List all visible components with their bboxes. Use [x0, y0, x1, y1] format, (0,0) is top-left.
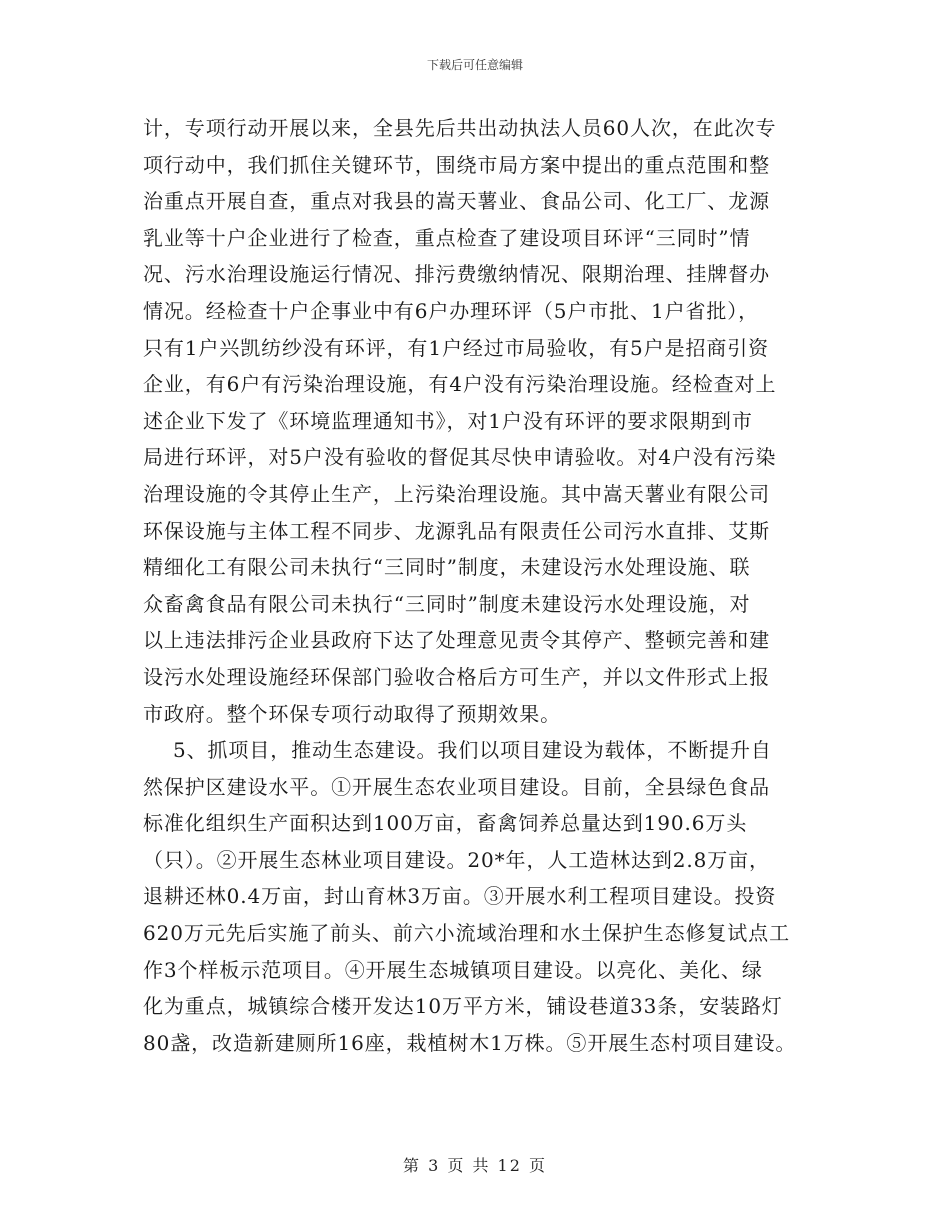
text-line: 企业，有6户有污染治理设施，有4户没有污染治理设施。经检查对上	[143, 372, 777, 397]
paragraph-start-line: 5、抓项目，推动生态建设。我们以项目建设为载体，不断提升自	[173, 738, 772, 763]
text-line: 众畜禽食品有限公司未执行“三同时”制度未建设污水处理设施，对	[143, 591, 751, 616]
text-line: 环保设施与主体工程不同步、龙源乳品有限责任公司污水直排、艾斯	[143, 518, 770, 543]
text-line: 以上违法排污企业县政府下达了处理意见责令其停产、整顿完善和建	[143, 628, 770, 653]
text-line: 80盏，改造新建厕所16座，栽植树木1万株。⑤开展生态村项目建设。	[143, 1030, 797, 1055]
text-line: 退耕还林0.4万亩，封山育林3万亩。③开展水利工程项目建设。投资	[143, 884, 777, 909]
page-number-footer: 第 3 页 共 12 页	[403, 1156, 547, 1175]
text-line: 治重点开展自查，重点对我县的嵩天薯业、食品公司、化工厂、龙源	[143, 189, 770, 214]
text-line: 然保护区建设水平。①开展生态农业项目建设。目前，全县绿色食品	[143, 774, 770, 799]
text-line: 情况。经检查十户企事业中有6户办理环评（5户市批、1户省批），	[143, 298, 760, 323]
text-line: 述企业下发了《环境监理通知书》，对1户没有环评的要求限期到市	[143, 408, 753, 433]
text-line: 况、污水治理设施运行情况、排污费缴纳情况、限期治理、挂牌督办	[143, 262, 770, 287]
text-line: 设污水处理设施经环保部门验收合格后方可生产，并以文件形式上报	[143, 664, 770, 689]
text-line: 标准化组织生产面积达到100万亩，畜禽饲养总量达到190.6万头	[143, 811, 748, 836]
text-line: 只有1户兴凯纺纱没有环评，有1户经过市局验收，有5户是招商引资	[143, 335, 770, 360]
text-line: 局进行环评，对5户没有验收的督促其尽快申请验收。对4户没有污染	[143, 445, 777, 470]
text-line: 计，专项行动开展以来，全县先后共出动执法人员60人次，在此次专	[143, 116, 777, 140]
text-line: 620万元先后实施了前头、前六小流域治理和水土保护生态修复试点工	[143, 921, 790, 946]
text-line: 项行动中，我们抓住关键环节，围绕市局方案中提出的重点范围和整	[143, 152, 770, 177]
page-header: 下载后可任意编辑	[426, 58, 523, 72]
text-line: 精细化工有限公司未执行“三同时”制度，未建设污水处理设施、联	[143, 555, 751, 580]
document-body	[143, 110, 823, 1061]
text-line: （只）。②开展生态林业项目建设。20*年，人工造林达到2.8万亩，	[143, 847, 770, 872]
text-line: 作3个样板示范项目。④开展生态城镇项目建设。以亮化、美化、绿	[143, 957, 763, 982]
text-line: 治理设施的令其停止生产，上污染治理设施。其中嵩天薯业有限公司	[143, 481, 770, 506]
text-line: 化为重点，城镇综合楼开发达10万平方米，铺设巷道33条，安装路灯	[143, 994, 783, 1019]
text-line: 市政府。整个环保专项行动取得了预期效果。	[143, 701, 561, 726]
text-line: 乳业等十户企业进行了检查，重点检查了建设项目环评“三同时”情	[143, 225, 751, 250]
